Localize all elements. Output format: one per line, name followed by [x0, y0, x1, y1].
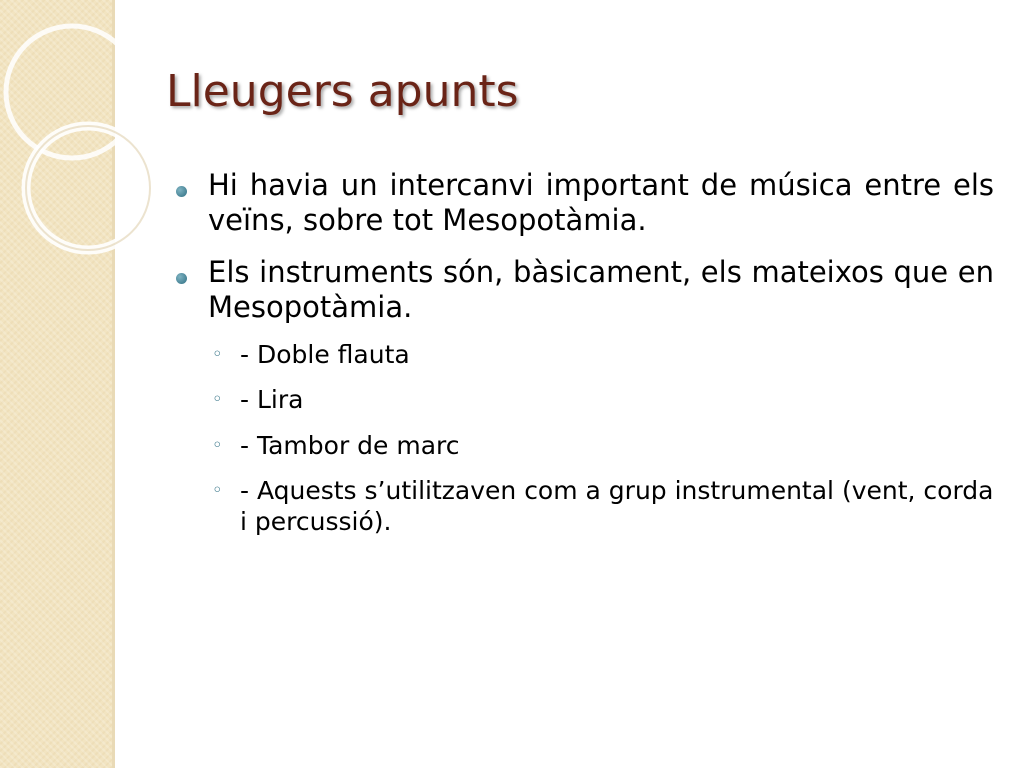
decorative-rings	[0, 0, 200, 260]
sub-bullet-item	[172, 431, 994, 462]
decorative-ring-small-shade	[26, 126, 150, 250]
open-circle-bullet-icon: ◦	[212, 343, 223, 365]
slide-title: Lleugers apunts	[166, 66, 519, 117]
bullet-text: Hi havia un intercanvi important de música entre els veïns, sobre tot Mesopotàmia.	[208, 168, 994, 238]
sub-bullet-text: - Doble flauta	[240, 339, 410, 369]
bullet-dot-icon	[176, 186, 187, 197]
open-circle-bullet-icon: ◦	[212, 434, 223, 456]
bullet-dot-icon	[176, 273, 187, 284]
open-circle-bullet-icon: ◦	[212, 480, 223, 501]
bullet-item	[172, 255, 994, 326]
sub-bullet-text: - Lira	[240, 385, 304, 414]
sub-bullet-item	[172, 476, 994, 537]
bullet-text: Els instruments són, bàsicament, els mateixos que en Mesopotàmia.	[208, 254, 994, 325]
bullet-item	[172, 168, 994, 239]
sub-bullet-text: - Aquests s’utilitzaven com a grup instrumental (vent, corda i percussió).	[240, 476, 994, 536]
sub-bullet-item	[172, 385, 994, 416]
slide-content	[172, 168, 994, 552]
sub-bullet-list	[172, 340, 994, 538]
sub-bullet-item	[172, 340, 994, 371]
open-circle-bullet-icon: ◦	[212, 389, 223, 410]
sub-bullet-text: - Tambor de marc	[240, 430, 460, 460]
